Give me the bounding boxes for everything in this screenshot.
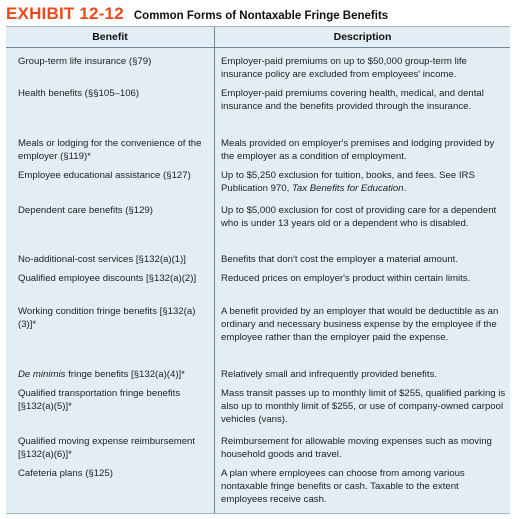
description-cell: Reimbursement for allowable moving expenses such as moving household goods and travel. [221, 436, 492, 460]
benefit-cell: Meals or lodging for the convenience of the employer (§119)* [18, 138, 202, 162]
description-cell: A plan where employees can choose from among various nontaxable fringe benefits or cash. Taxable to the extent employees receive cash. [221, 468, 465, 505]
description-cell: A benefit provided by an employer that would be deductible as an ordinary and necessary business expense by the employee if the employee rather than the employer paid the expense. [221, 306, 499, 343]
description-cell: Employer-paid premiums covering health, medical, and dental insurance and the benefits provided through the insurance. [221, 88, 484, 112]
benefit-cell: Dependent care benefits (§129) [18, 205, 153, 216]
description-cell: Mass transit passes up to monthly limit of $255, qualified parking is also up to monthly limit of $255, or use of company-owned carpool vehicles (vans). [221, 388, 506, 425]
description-cell: Employer-paid premiums on up to $50,000 group-term life insurance policy are excluded from employees' income. [221, 56, 467, 80]
description-cell: Up to $5,000 exclusion for cost of providing care for a dependent who is under 13 years old or a dependent who is disabled. [221, 205, 497, 229]
description-cell: Meals provided on employer's premises and lodging provided by the employer as a condition of employment. [221, 138, 495, 162]
benefit-cell: Cafeteria plans (§125) [18, 468, 113, 479]
benefit-cell: Employee educational assistance (§127) [18, 170, 191, 181]
description-cell: Relatively small and infrequently provided benefits. [221, 369, 437, 380]
benefit-cell: Qualified employee discounts [§132(a)(2)] [18, 273, 197, 284]
benefit-cell: Qualified moving expense reimbursement [§132(a)(6)]* [18, 436, 196, 460]
description-cell [221, 170, 506, 196]
table-header [6, 27, 510, 48]
description-cell: Benefits that don't cost the employer a material amount. [221, 254, 459, 265]
description-column-header: Description [333, 31, 392, 43]
benefit-cell: Health benefits (§§105–106) [18, 88, 140, 99]
benefit-cell: No-additional-cost services [§132(a)(1)] [18, 254, 186, 265]
description-text: Up to $5,250 exclusion for tuition, books, and fees. See IRS Publication 970, Tax Benefits for Education. [221, 170, 475, 194]
fringe-benefits-table [6, 26, 510, 514]
benefit-cell: Working condition fringe benefits [§132(a)(3)]* [18, 306, 196, 330]
benefit-cell: Qualified transportation fringe benefits [§132(a)(5)]* [18, 388, 181, 412]
description-cell: Reduced prices on employer's product within certain limits. [221, 273, 471, 284]
exhibit-caption: Common Forms of Nontaxable Fringe Benefits [133, 10, 389, 22]
benefit-cell: De minimis fringe benefits [§132(a)(4)]* [18, 369, 185, 380]
column-divider [214, 27, 215, 513]
benefit-column-header: Benefit [92, 31, 128, 43]
benefit-cell: Group-term life insurance (§79) [18, 56, 152, 67]
exhibit-header [6, 4, 510, 26]
exhibit-number: EXHIBIT 12-12 [6, 4, 124, 23]
